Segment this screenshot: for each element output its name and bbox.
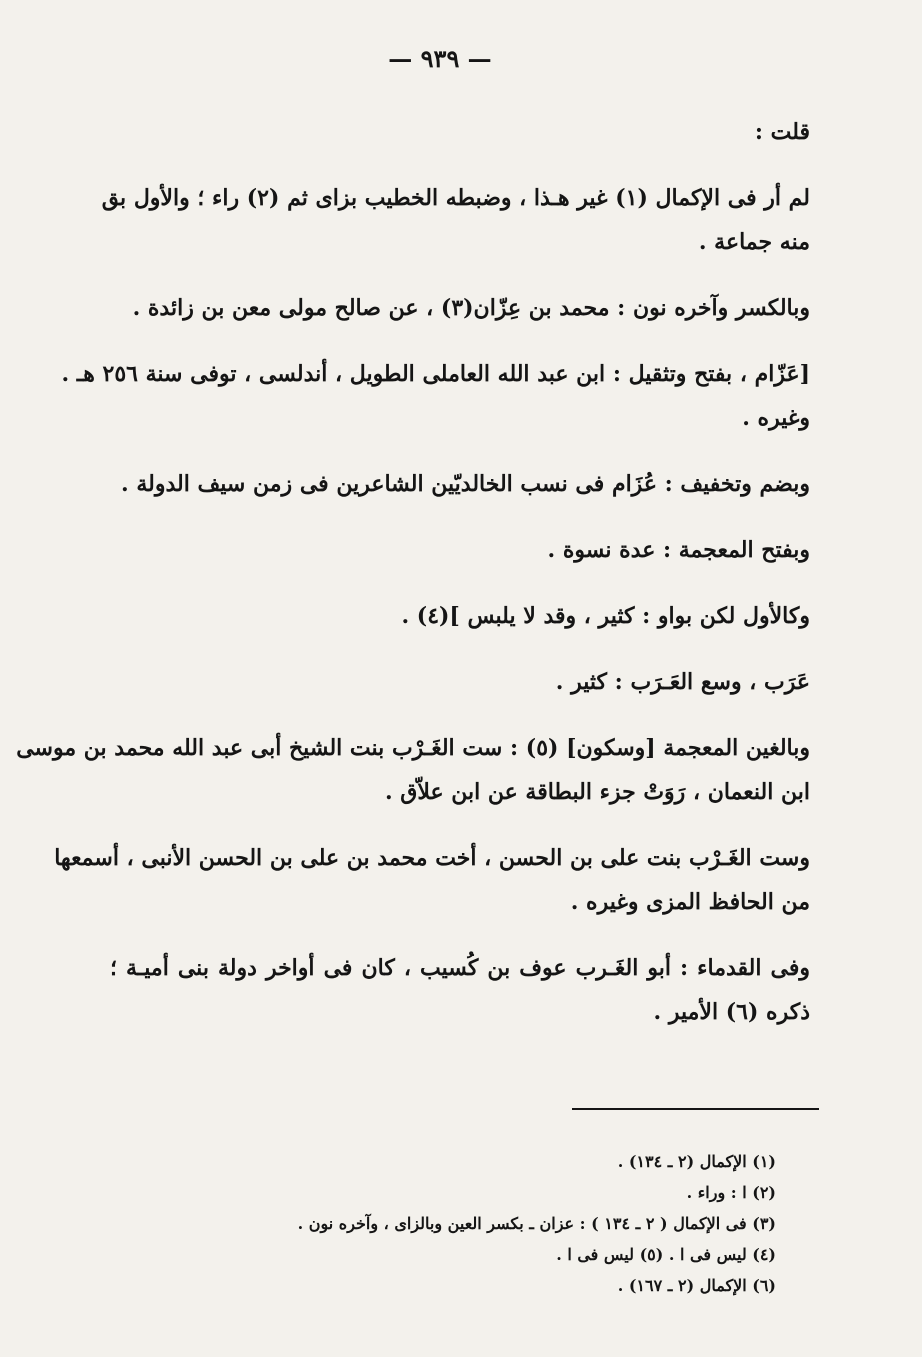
footnotes — [216, 1146, 776, 1301]
footnote-separator — [572, 1108, 819, 1110]
text-line: وفى القدماء : أبو الغَـرب عوف بن كُسيب ، كان فى أواخر دولة بنى أميـة ؛ — [110, 955, 810, 981]
footnote: (٢) ا : وراء . — [686, 1183, 776, 1202]
footnote: (٤) ليس فى ا . (٥) ليس فى ا . — [556, 1245, 776, 1264]
paragraph-arab — [110, 660, 810, 704]
page-number: — ٩٣٩ — — [388, 44, 492, 73]
text-line: وبضم وتخفيف : عُزَام فى نسب الخالديّين الشاعرين فى زمن سيف الدولة . — [121, 471, 810, 497]
footnote: (١) الإكمال (٢ ـ ١٣٤) . — [617, 1152, 776, 1171]
main-text — [16, 110, 810, 1034]
paragraph-sitt-al-gharb-1 — [16, 726, 810, 814]
text-line: [عَزّام ، بفتح وتثقيل : ابن عبد الله العاملى الطويل ، أندلسى ، توفى سنة ٢٥٦ هـ . — [61, 361, 810, 387]
paragraph-qult — [110, 110, 810, 154]
text-line: وكالأول لكن بواو : كثير ، وقد لا يلبس ](٤) . — [401, 603, 810, 629]
text-line: وبالكسر وآخره نون : محمد بن عِزّان(٣) ، عن صالح مولى معن بن زائدة . — [132, 295, 810, 321]
text-line: وست الغَـرْب بنت على بن الحسن ، أخت محمد بن على بن الحسن الأنبى ، أسمعها — [54, 845, 810, 871]
paragraph-ikmal — [101, 176, 810, 264]
text-line: عَرَب ، وسع العَـرَب : كثير . — [555, 669, 810, 695]
paragraph-wa-kal-awwal — [110, 594, 810, 638]
paragraph-niswa — [110, 528, 810, 572]
paragraph-izzan — [110, 286, 810, 330]
text-line: ابن النعمان ، رَوَتْ جزء البطاقة عن ابن علاّق . — [384, 779, 810, 805]
paragraph-uzam — [110, 462, 810, 506]
footnote: (٦) الإكمال (٢ ـ ١٦٧) . — [617, 1276, 776, 1295]
text-line: لم أر فى الإكمال (١) غير هـذا ، وضبطه الخطيب بزاى ثم (٢) راء ؛ والأول بق — [101, 185, 810, 211]
footnote: (٣) فى الإكمال ( ٢ ـ ١٣٤ ) : عزان ـ بكسر العين وبالزاى ، وآخره نون . — [297, 1214, 776, 1233]
paragraph-sitt-al-gharb-2 — [54, 836, 810, 924]
text-line: وغيره . — [742, 405, 810, 431]
text-line: منه جماعة . — [698, 229, 810, 255]
text-line: وبالغين المعجمة [وسكون] (٥) : ست الغَـرْب بنت الشيخ أبى عبد الله محمد بن موسى — [16, 735, 810, 761]
text-line: وبفتح المعجمة : عدة نسوة . — [547, 537, 810, 563]
text-line: من الحافظ المزى وغيره . — [570, 889, 810, 915]
text-line: قلت : — [754, 119, 810, 145]
text-line: ذكره (٦) الأمير . — [653, 999, 810, 1025]
paragraph-al-qudama — [110, 946, 810, 1034]
paragraph-azzam — [61, 352, 810, 440]
